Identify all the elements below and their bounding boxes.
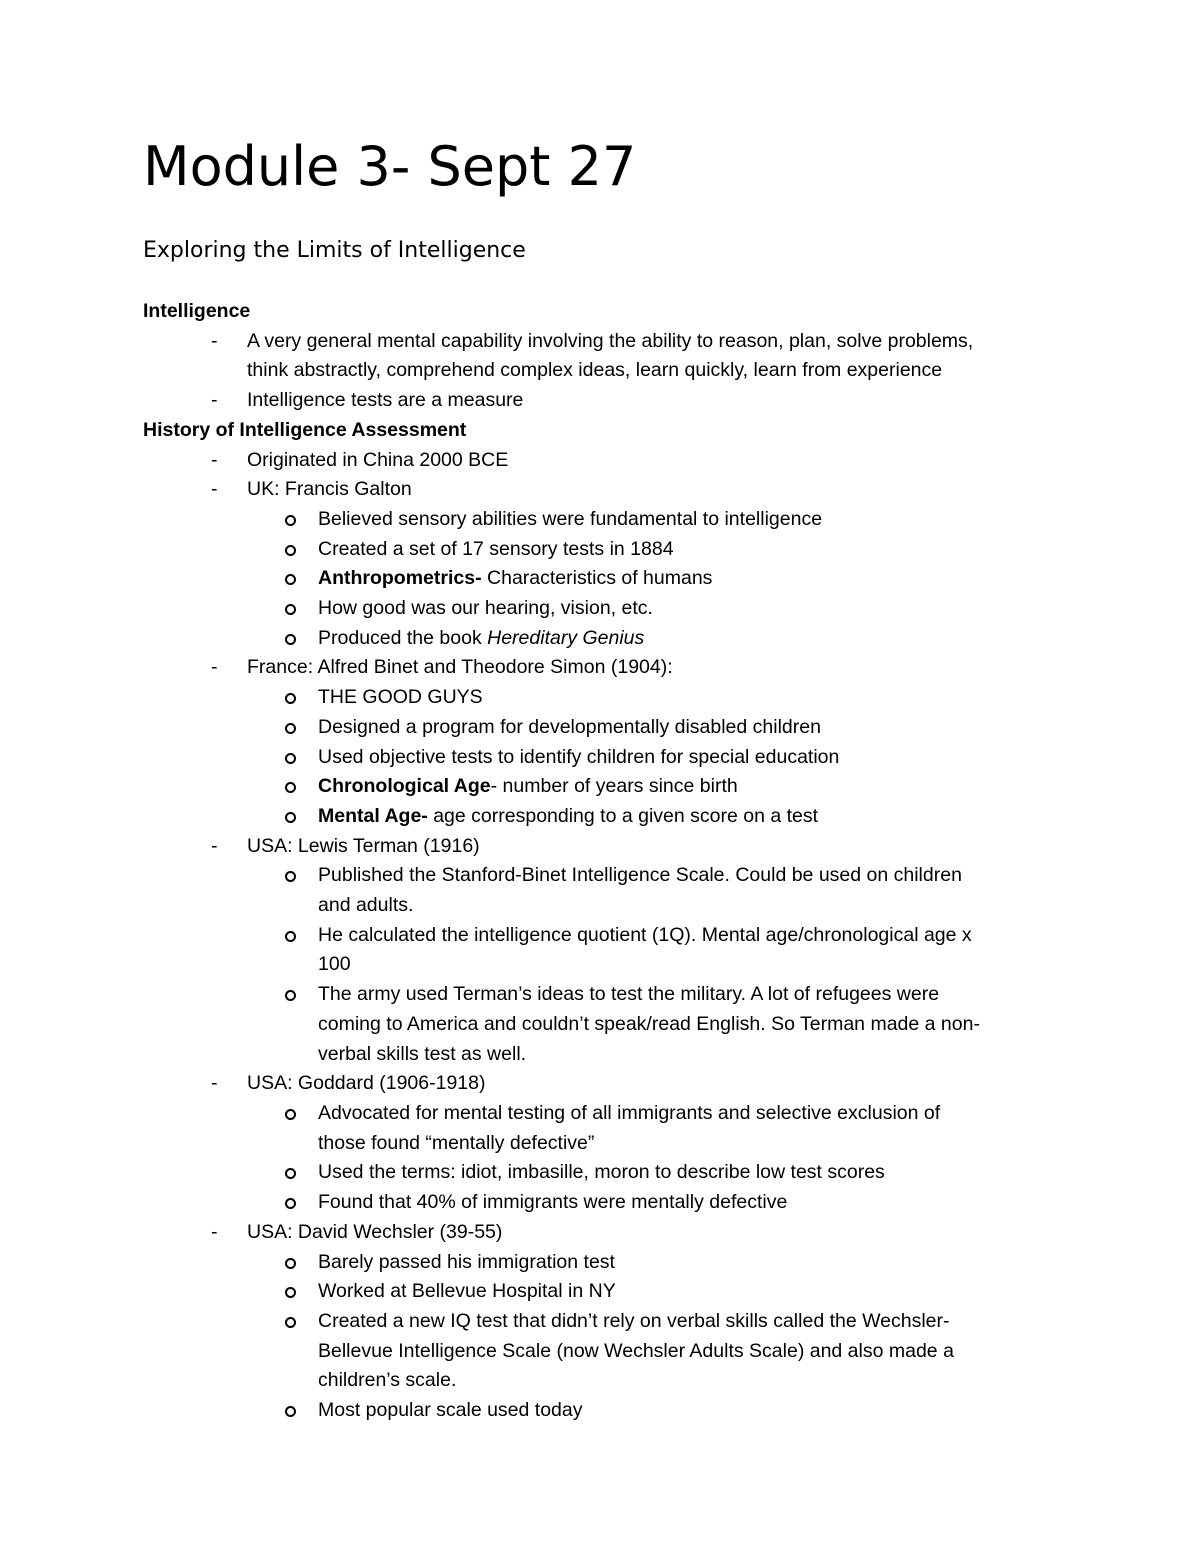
line-text: Used the terms: idiot, imbasille, moron to describe low test scores [318, 1161, 885, 1184]
line-text: Intelligence [143, 300, 251, 322]
line-text: - number of years since birth [490, 775, 738, 798]
line-text: History of Intelligence Assessment [143, 418, 467, 441]
line-text: Bellevue Intelligence Scale (now Wechsler Adults Scale) and also made a [318, 1339, 954, 1362]
bullet-item [143, 683, 1063, 713]
line-text: verbal skills test as well. [318, 1042, 527, 1065]
dash-item [143, 1218, 1063, 1248]
line-text: A very general mental capability involving the ability to reason, plan, solve problems, [247, 329, 974, 352]
line-text: Barely passed his immigration test [318, 1250, 615, 1273]
line-text: Advocated for mental testing of all immigrants and selective exclusion of [318, 1101, 941, 1124]
line-text: He calculated the intelligence quotient (1Q). Mental age/chronological age x [318, 923, 972, 946]
line-text: Produced the book [318, 626, 488, 649]
dash-item [143, 386, 1063, 416]
line-text: Published the Stanford-Binet Intelligence Scale. Could be used on children [318, 864, 962, 887]
line-text: Most popular scale used today [318, 1399, 583, 1422]
bullet-item-continuation [143, 1010, 1063, 1040]
book-title: Hereditary Genius [487, 626, 645, 649]
bullet-item-continuation [143, 1040, 1063, 1070]
dash-item [143, 832, 1063, 862]
line-text: coming to America and couldn’t speak/read English. So Terman made a non- [318, 1012, 980, 1035]
line-text: USA: David Wechsler (39-55) [247, 1220, 503, 1243]
line-text: and adults. [318, 894, 414, 917]
bullet-item [143, 1099, 1063, 1129]
line-text: THE GOOD GUYS [318, 686, 483, 709]
line-text: USA: Lewis Terman (1916) [247, 834, 480, 857]
line-text: USA: Goddard (1906-1918) [247, 1072, 486, 1095]
bullet-item [143, 921, 1063, 951]
page-title: Module 3- Sept 27 [143, 135, 637, 198]
line-text: Worked at Bellevue Hospital in NY [318, 1280, 616, 1303]
bullet-item [143, 802, 1063, 832]
bullet-item-continuation [143, 891, 1063, 921]
page-subtitle: Exploring the Limits of Intelligence [143, 238, 526, 263]
dash-item [143, 653, 1063, 683]
bullet-item [143, 772, 1063, 802]
bullet-item [143, 624, 1063, 654]
bullet-item-continuation [143, 1129, 1063, 1159]
dash-item-continuation [143, 356, 1063, 386]
bullet-item [143, 1188, 1063, 1218]
bullet-item [143, 861, 1063, 891]
line-text: The army used Terman’s ideas to test the military. A lot of refugees were [318, 983, 940, 1006]
bullet-item [143, 1158, 1063, 1188]
section-heading [143, 297, 1063, 327]
line-text: Designed a program for developmentally disabled children [318, 715, 821, 738]
line-text: Found that 40% of immigrants were mentally defective [318, 1191, 788, 1214]
bullet-item [143, 980, 1063, 1010]
line-text: Used objective tests to identify children for special education [318, 745, 840, 768]
line-text: Intelligence tests are a measure [247, 389, 524, 412]
bullet-item [143, 594, 1063, 624]
bullet-item [143, 505, 1063, 535]
key-term: Mental Age- [318, 804, 428, 827]
line-text: children’s scale. [318, 1369, 457, 1392]
key-term: Chronological Age [318, 775, 491, 798]
line-text: Created a set of 17 sensory tests in 1884 [318, 537, 674, 560]
section-heading [143, 416, 1063, 446]
dash-item [143, 446, 1063, 476]
line-text: Originated in China 2000 BCE [247, 448, 509, 471]
line-text: UK: Francis Galton [247, 478, 412, 501]
bullet-item [143, 1277, 1063, 1307]
bullet-item [143, 1248, 1063, 1278]
line-text: age corresponding to a given score on a test [427, 804, 819, 827]
dash-item [143, 327, 1063, 357]
line-text: think abstractly, comprehend complex ideas, learn quickly, learn from experience [247, 359, 943, 382]
bullet-item-continuation [143, 950, 1063, 980]
bullet-item [143, 1307, 1063, 1337]
bullet-item [143, 535, 1063, 565]
line-text: those found “mentally defective” [318, 1131, 595, 1154]
line-text: Characteristics of humans [481, 567, 713, 590]
line-text: Created a new IQ test that didn’t rely on verbal skills called the Wechsler- [318, 1309, 950, 1332]
line-text: How good was our hearing, vision, etc. [318, 597, 653, 620]
dash-item [143, 475, 1063, 505]
line-text: 100 [318, 953, 351, 976]
line-text: Believed sensory abilities were fundamental to intelligence [318, 507, 823, 530]
notes-body [143, 297, 1063, 1426]
line-text: France: Alfred Binet and Theodore Simon (1904): [247, 656, 673, 679]
bullet-item [143, 564, 1063, 594]
bullet-item-continuation [143, 1366, 1063, 1396]
bullet-item-continuation [143, 1337, 1063, 1367]
bullet-item [143, 1396, 1063, 1426]
dash-item [143, 1069, 1063, 1099]
bullet-item [143, 713, 1063, 743]
bullet-item [143, 743, 1063, 773]
key-term: Anthropometrics- [318, 567, 482, 590]
